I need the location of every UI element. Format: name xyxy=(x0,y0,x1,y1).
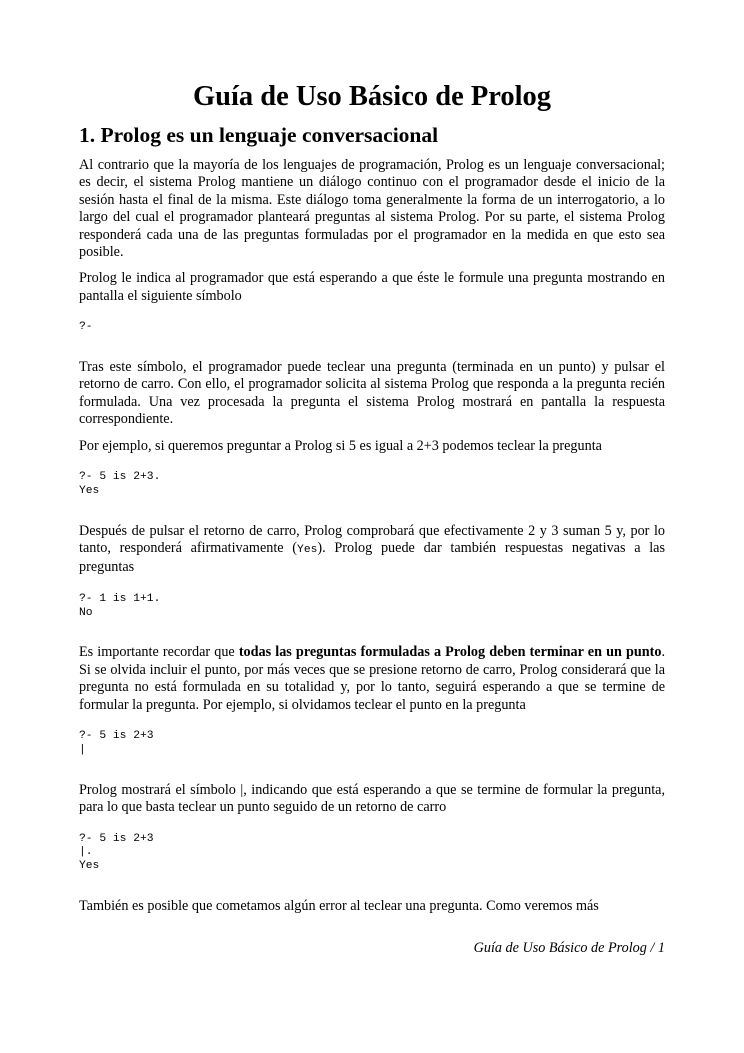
paragraph-important xyxy=(79,644,665,714)
paragraph-intro: Al contrario que la mayoría de los lenguajes de programación, Prolog es un lenguaje conversacional; es decir, el sistema Prolog mantiene un diálogo continuo con el programador desde el inicio de la sesión hasta el final de la misma. Este diálogo toma generalmente la forma de un interrogatorio, a lo largo del cual el programador planteará preguntas al sistema Prolog. Por su parte, el sistema Prolog responderá cada una de las preguntas formuladas por el programador en la medida en que esto sea posible. xyxy=(79,157,665,261)
inline-code-yes: Yes xyxy=(297,544,318,557)
paragraph-important-text-end: . Si se olvida incluir el punto, por más veces que se presione retorno de carro, Prolog considerará que la pregunta no está formulada en su totalidad y, por lo tanto, seguirá esperando a que se termine de formular la pregunta. Por ejemplo, si olvidamos teclear el punto en la pregunta xyxy=(79,644,665,713)
paragraph-typing: Tras este símbolo, el programador puede teclear una pregunta (terminada en un punto) y pulsar el retorno de carro. Con ello, el programador solicita al sistema Prolog que responda a la pregunta recién formulada. Una vez procesada la pregunta el sistema Prolog mostrará en pantalla la respuesta correspondiente. xyxy=(79,359,665,428)
paragraph-prompt: Prolog le indica al programador que está esperando a que éste le formule una pregunta mostrando en pantalla el siguiente símbolo xyxy=(79,270,665,304)
code-block-example-no: ?- 1 is 1+1. No xyxy=(79,592,161,619)
emphasis-must-end-period: todas las preguntas formuladas a Prolog deben terminar en un punto xyxy=(238,644,662,661)
section-heading: 1. Prolog es un lenguaje conversacional xyxy=(79,123,439,147)
document-page xyxy=(79,80,665,924)
paragraph-after-return-text: Después de pulsar el retorno de carro, Prolog comprobará que efectivamente 2 y 3 suman 5 y, por lo tanto, responderá afirmativamente ( xyxy=(79,522,665,557)
code-block-missing-period: ?- 5 is 2+3 | xyxy=(79,730,154,756)
code-block-example-yes: ?- 5 is 2+3. Yes xyxy=(79,471,161,497)
code-block-prompt: ?- xyxy=(79,321,93,334)
paragraph-errors: También es posible que cometamos algún error al teclear una pregunta. Como veremos más xyxy=(79,897,599,914)
paragraph-important-text: Es importante recordar que xyxy=(79,644,239,661)
paragraph-pipe-symbol: Prolog mostrará el símbolo |, indicando que está esperando a que se termine de formular la pregunta, para lo que basta teclear un punto seguido de un retorno de carro xyxy=(79,781,665,816)
paragraph-after-return xyxy=(79,523,665,577)
page-footer: Guía de Uso Básico de Prolog / 1 xyxy=(473,940,665,956)
paragraph-after-return-text-end: ). Prolog puede dar también respuestas negativas a las preguntas xyxy=(79,540,665,576)
code-block-complete-question: ?- 5 is 2+3 |. Yes xyxy=(79,832,154,873)
document-title: Guía de Uso Básico de Prolog xyxy=(192,81,552,112)
paragraph-example: Por ejemplo, si queremos preguntar a Prolog si 5 es igual a 2+3 podemos teclear la pregunta xyxy=(79,437,602,454)
